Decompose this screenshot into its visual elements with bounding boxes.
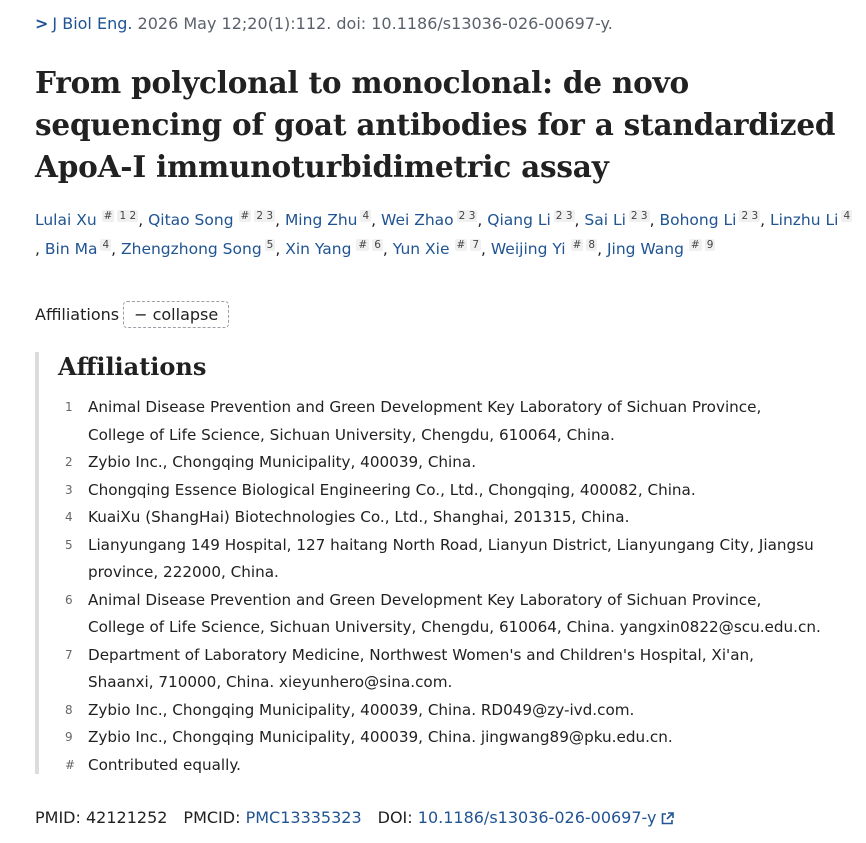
affiliation-marker[interactable]: 4 bbox=[362, 210, 370, 222]
author-item bbox=[491, 240, 602, 258]
equal-contribution-marker[interactable]: # bbox=[103, 210, 113, 222]
affiliation-text bbox=[88, 587, 866, 642]
affiliation-line: Department of Laboratory Medicine, Northwest Women's and Children's Hospital, Xi'an, bbox=[88, 645, 754, 664]
affiliation-text bbox=[88, 642, 866, 697]
affiliation-item bbox=[61, 587, 866, 642]
article-title: From polyclonal to monoclonal: de novo sequencing of goat antibodies for a standardized ApoA-I immunoturbidimetric assay bbox=[35, 65, 836, 184]
affiliation-number: 9 bbox=[65, 730, 73, 744]
author-item bbox=[45, 240, 116, 258]
author-separator: , bbox=[649, 211, 655, 229]
affiliation-marker[interactable]: 4 bbox=[102, 239, 110, 251]
doi-link[interactable] bbox=[418, 808, 674, 827]
doi-value: 10.1186/s13036-026-00697-y bbox=[417, 808, 657, 827]
affiliation-item bbox=[61, 697, 866, 725]
author-item bbox=[381, 211, 482, 229]
affiliation-marker[interactable]: 7 bbox=[472, 239, 480, 251]
author-list bbox=[35, 206, 855, 264]
affiliation-text bbox=[88, 752, 866, 780]
affiliations-collapse-button[interactable]: − collapse bbox=[123, 301, 229, 328]
author-name-link[interactable]: Bohong Li bbox=[659, 211, 737, 229]
affiliations-toggle-label: Affiliations bbox=[35, 305, 120, 324]
author-item bbox=[35, 211, 143, 229]
affiliation-line: KuaiXu (ShangHai) Biotechnologies Co., Ltd., Shanghai, 201315, China. bbox=[88, 508, 630, 526]
affiliation-item bbox=[61, 394, 866, 449]
article-identifiers bbox=[35, 808, 674, 827]
affiliation-text bbox=[88, 697, 866, 725]
author-name-link[interactable]: Weijing Yi bbox=[490, 240, 566, 258]
author-name-link[interactable]: Linzhu Li bbox=[770, 211, 839, 229]
affiliation-number: # bbox=[65, 757, 76, 772]
author-name-link[interactable]: Yun Xie bbox=[392, 240, 450, 258]
author-separator: , bbox=[481, 240, 486, 258]
citation-line bbox=[35, 14, 613, 33]
affiliations-toggle-row bbox=[35, 301, 229, 328]
pmid-value: 42121252 bbox=[85, 808, 168, 827]
author-item bbox=[659, 211, 765, 229]
affiliation-line: Contributed equally. bbox=[88, 755, 241, 774]
affiliation-marker[interactable]: 2 3 bbox=[630, 210, 648, 222]
affiliation-text bbox=[88, 724, 866, 752]
affiliation-number: 8 bbox=[65, 702, 73, 717]
affiliation-marker[interactable]: 9 bbox=[706, 239, 714, 251]
affiliation-item bbox=[61, 477, 866, 505]
affiliation-marker[interactable]: 1 2 bbox=[119, 210, 137, 222]
author-separator: , bbox=[760, 211, 766, 229]
author-item bbox=[393, 240, 486, 258]
affiliation-item bbox=[61, 724, 866, 752]
author-separator: , bbox=[275, 211, 280, 229]
affiliations-heading: Affiliations bbox=[58, 352, 207, 381]
pmcid-label: PMCID: bbox=[183, 808, 241, 827]
chevron-right-icon: > bbox=[35, 14, 49, 33]
author-separator: , bbox=[574, 211, 580, 229]
pmcid-link[interactable]: PMC13335323 bbox=[245, 808, 362, 827]
author-separator: , bbox=[35, 240, 40, 258]
author-item bbox=[584, 211, 654, 229]
author-name-link[interactable]: Sai Li bbox=[584, 211, 626, 229]
affiliation-number: 6 bbox=[65, 592, 73, 607]
affiliation-number: 7 bbox=[65, 647, 73, 662]
affiliation-item bbox=[61, 449, 866, 477]
pmid-label: PMID: bbox=[35, 808, 81, 827]
author-item bbox=[285, 240, 388, 258]
author-name-link[interactable]: Qitao Song bbox=[148, 211, 234, 229]
author-name-link[interactable]: Lulai Xu bbox=[35, 211, 97, 229]
author-item bbox=[607, 240, 715, 258]
affiliation-item bbox=[61, 532, 866, 587]
affiliation-marker[interactable]: 2 3 bbox=[741, 210, 759, 222]
author-item bbox=[285, 211, 376, 229]
affiliation-number: 4 bbox=[65, 510, 73, 524]
affiliation-line: College of Life Science, Sichuan University, Chengdu, 610064, China. bbox=[88, 425, 615, 444]
affiliations-list bbox=[61, 394, 866, 779]
author-separator: , bbox=[138, 211, 144, 229]
affiliation-text bbox=[88, 394, 866, 449]
author-separator: , bbox=[382, 240, 388, 258]
affiliation-marker[interactable]: 2 3 bbox=[458, 210, 476, 222]
affiliation-line: Animal Disease Prevention and Green Development Key Laboratory of Sichuan Province, bbox=[88, 590, 762, 609]
journal-link[interactable]: J Biol Eng. bbox=[52, 14, 133, 33]
affiliation-line: Animal Disease Prevention and Green Development Key Laboratory of Sichuan Province, bbox=[88, 398, 762, 416]
affiliation-marker[interactable]: 2 3 bbox=[555, 210, 573, 222]
author-name-link[interactable]: Xin Yang bbox=[285, 240, 352, 258]
affiliation-item bbox=[61, 642, 866, 697]
equal-contribution-marker[interactable]: # bbox=[456, 239, 466, 251]
citation-details: 2026 May 12;20(1):112. doi: 10.1186/s13036-026-00697-y. bbox=[132, 14, 613, 33]
affiliation-number: 1 bbox=[65, 400, 73, 414]
affiliation-item bbox=[61, 752, 866, 780]
author-name-link[interactable]: Qiang Li bbox=[487, 211, 551, 229]
affiliation-marker[interactable]: 5 bbox=[266, 239, 274, 251]
affiliation-line: Zybio Inc., Chongqing Municipality, 400039, China. RD049@zy-ivd.com. bbox=[88, 700, 635, 719]
author-item bbox=[487, 211, 579, 229]
affiliation-number: 5 bbox=[65, 537, 73, 552]
external-link-icon bbox=[661, 812, 674, 825]
affiliation-text bbox=[88, 477, 866, 505]
affiliation-line: Zybio Inc., Chongqing Municipality, 400039, China. jingwang89@pku.edu.cn. bbox=[88, 728, 673, 746]
affiliation-marker[interactable]: 2 3 bbox=[256, 210, 274, 222]
affiliation-number: 3 bbox=[65, 482, 73, 497]
affiliation-marker[interactable]: 8 bbox=[588, 239, 596, 251]
affiliation-line: Lianyungang 149 Hospital, 127 haitang North Road, Lianyun District, Lianyungang City, Jiangsu bbox=[88, 535, 814, 554]
author-separator: , bbox=[275, 240, 281, 258]
author-separator: , bbox=[477, 211, 483, 229]
affiliation-text bbox=[88, 504, 866, 532]
equal-contribution-marker[interactable]: # bbox=[572, 239, 582, 251]
author-name-link[interactable]: Zhengzhong Song bbox=[121, 240, 262, 258]
author-name-link[interactable]: Ming Zhu bbox=[284, 211, 358, 229]
author-separator: , bbox=[111, 240, 117, 258]
affiliation-number: 2 bbox=[65, 455, 73, 469]
author-separator: , bbox=[597, 240, 603, 258]
affiliation-line: Zybio Inc., Chongqing Municipality, 400039, China. bbox=[88, 453, 477, 471]
author-name-link[interactable]: Bin Ma bbox=[44, 240, 98, 258]
author-separator: , bbox=[371, 211, 377, 229]
affiliation-line: Shaanxi, 710000, China. xieyunhero@sina.com. bbox=[88, 673, 453, 691]
affiliation-text bbox=[88, 532, 866, 587]
equal-contribution-marker[interactable]: # bbox=[358, 239, 368, 251]
affiliation-line: Chongqing Essence Biological Engineering Co., Ltd., Chongqing, 400082, China. bbox=[88, 480, 696, 499]
doi-label: DOI: bbox=[377, 808, 413, 827]
affiliation-line: College of Life Science, Sichuan University, Chengdu, 610064, China. yangxin0822@scu.edu.cn. bbox=[88, 618, 821, 636]
author-item bbox=[121, 240, 280, 258]
affiliation-text bbox=[88, 449, 866, 477]
affiliation-marker[interactable]: 6 bbox=[374, 239, 381, 251]
equal-contribution-marker[interactable]: # bbox=[240, 210, 250, 222]
author-item bbox=[148, 211, 280, 229]
affiliation-line: province, 222000, China. bbox=[88, 563, 279, 581]
author-name-link[interactable]: Wei Zhao bbox=[381, 211, 454, 229]
author-name-link[interactable]: Jing Wang bbox=[606, 240, 684, 258]
affiliation-item bbox=[61, 504, 866, 532]
affiliation-marker[interactable]: 4 bbox=[843, 210, 851, 222]
equal-contribution-marker[interactable]: # bbox=[690, 239, 700, 251]
affiliations-panel bbox=[35, 352, 866, 774]
